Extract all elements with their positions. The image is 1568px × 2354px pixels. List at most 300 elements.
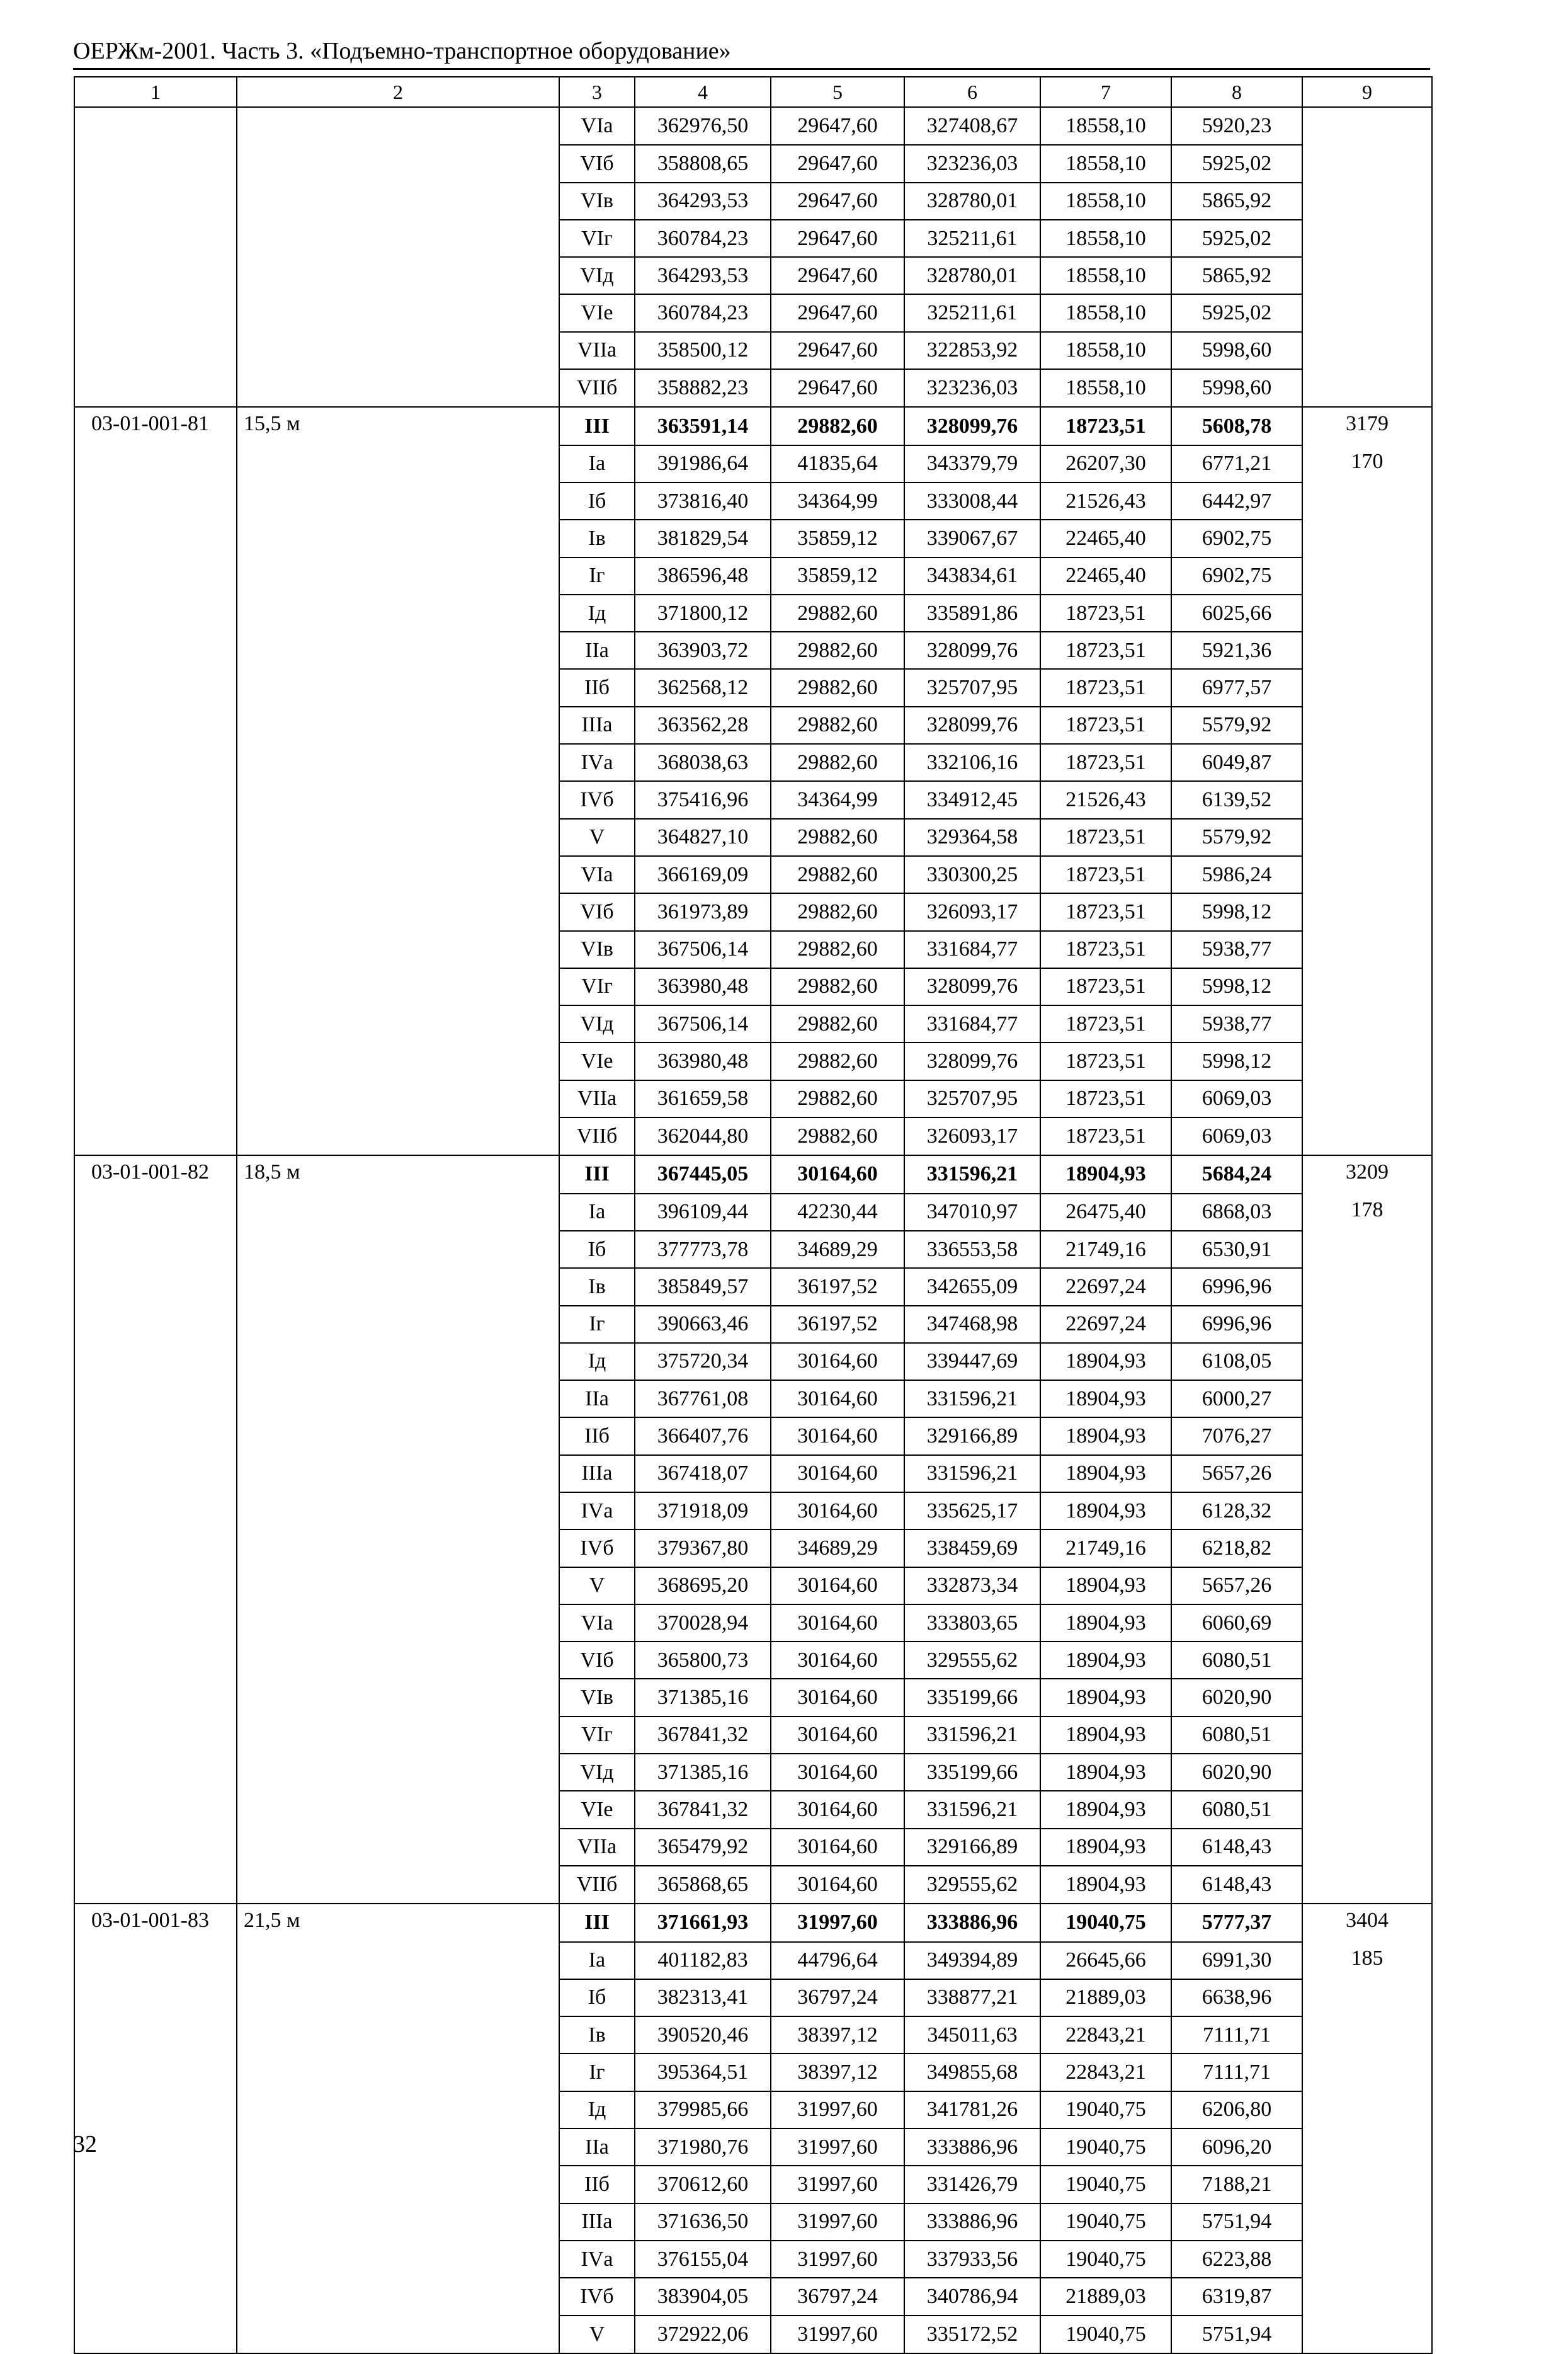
value-cell: 31997,60 xyxy=(771,2166,904,2203)
value-cell: 18723,51 xyxy=(1040,893,1171,930)
value-cell: 6902,75 xyxy=(1171,557,1302,595)
table-row xyxy=(74,1306,1432,1343)
rate-code-cell xyxy=(74,632,237,669)
rate-name-cell xyxy=(237,1268,559,1305)
value-cell: 372922,06 xyxy=(635,2316,771,2353)
value-cell: 328099,76 xyxy=(904,407,1040,445)
value-cell: 18558,10 xyxy=(1040,294,1171,331)
value-cell: 6996,96 xyxy=(1171,1268,1302,1305)
value-cell: 363903,72 xyxy=(635,632,771,669)
table-row xyxy=(74,1791,1432,1828)
value-cell: 18723,51 xyxy=(1040,1080,1171,1117)
col9-cell xyxy=(1302,1754,1432,1791)
col9-cell xyxy=(1302,2278,1432,2315)
zone-cell: VIа xyxy=(559,1604,635,1642)
value-cell: 6218,82 xyxy=(1171,1529,1302,1567)
table-row xyxy=(74,1942,1432,1979)
value-cell: 19040,75 xyxy=(1040,2091,1171,2128)
rate-name-cell xyxy=(237,669,559,706)
zone-cell: VIд xyxy=(559,257,635,294)
value-cell: 7076,27 xyxy=(1171,1417,1302,1454)
value-cell: 6996,96 xyxy=(1171,1306,1302,1343)
value-cell: 30164,60 xyxy=(771,1343,904,1380)
value-cell: 6771,21 xyxy=(1171,445,1302,483)
table-row xyxy=(74,1380,1432,1417)
value-cell: 42230,44 xyxy=(771,1194,904,1231)
zone-cell: Iд xyxy=(559,595,635,632)
value-cell: 5998,60 xyxy=(1171,332,1302,369)
rate-name-cell xyxy=(237,2054,559,2091)
table-row xyxy=(74,1417,1432,1454)
value-cell: 363562,28 xyxy=(635,707,771,744)
value-cell: 5925,02 xyxy=(1171,145,1302,182)
zone-cell: Iб xyxy=(559,1231,635,1268)
rate-code-cell xyxy=(74,1942,237,1979)
value-cell: 29882,60 xyxy=(771,1005,904,1043)
table-row xyxy=(74,893,1432,930)
table-row xyxy=(74,1231,1432,1268)
zone-cell: Iг xyxy=(559,2054,635,2091)
table-row xyxy=(74,220,1432,257)
rate-name-cell xyxy=(237,632,559,669)
value-cell: 375416,96 xyxy=(635,781,771,818)
zone-cell: V xyxy=(559,2316,635,2353)
value-cell: 329555,62 xyxy=(904,1642,1040,1679)
value-cell: 5938,77 xyxy=(1171,931,1302,968)
value-cell: 21749,16 xyxy=(1040,1529,1171,1567)
col9-cell xyxy=(1302,669,1432,706)
rate-code-cell xyxy=(74,107,237,145)
table-row xyxy=(74,2054,1432,2091)
value-cell: 362976,50 xyxy=(635,107,771,145)
value-cell: 385849,57 xyxy=(635,1268,771,1305)
value-cell: 367841,32 xyxy=(635,1717,771,1754)
value-cell: 371636,50 xyxy=(635,2203,771,2241)
rate-code-cell xyxy=(74,2128,237,2166)
value-cell: 375720,34 xyxy=(635,1343,771,1380)
value-cell: 18904,93 xyxy=(1040,1380,1171,1417)
col9-cell xyxy=(1302,1529,1432,1567)
rate-name-cell xyxy=(237,445,559,483)
rate-name-cell xyxy=(237,483,559,520)
rate-code-cell xyxy=(74,595,237,632)
value-cell: 29882,60 xyxy=(771,819,904,856)
value-cell: 31997,60 xyxy=(771,2203,904,2241)
rate-name-cell xyxy=(237,1306,559,1343)
value-cell: 328780,01 xyxy=(904,257,1040,294)
value-cell: 335199,66 xyxy=(904,1679,1040,1716)
value-cell: 366407,76 xyxy=(635,1417,771,1454)
col9-cell xyxy=(1302,520,1432,557)
rate-name-cell: 15,5 м xyxy=(237,407,559,445)
value-cell: 383904,05 xyxy=(635,2278,771,2315)
zone-cell: V xyxy=(559,1567,635,1604)
zone-cell: V xyxy=(559,819,635,856)
rate-name-cell xyxy=(237,1679,559,1716)
price-table xyxy=(74,76,1431,2354)
table-row xyxy=(74,2241,1432,2278)
col9-cell xyxy=(1302,2091,1432,2128)
zone-cell: VIа xyxy=(559,856,635,893)
value-cell: 5777,37 xyxy=(1171,1904,1302,1941)
table-row xyxy=(74,483,1432,520)
value-cell: 336553,58 xyxy=(904,1231,1040,1268)
value-cell: 343834,61 xyxy=(904,557,1040,595)
value-cell: 331596,21 xyxy=(904,1455,1040,1492)
rate-name-cell xyxy=(237,1979,559,2016)
value-cell: 6128,32 xyxy=(1171,1492,1302,1529)
value-cell: 30164,60 xyxy=(771,1604,904,1642)
value-cell: 335625,17 xyxy=(904,1492,1040,1529)
value-cell: 5579,92 xyxy=(1171,707,1302,744)
value-cell: 30164,60 xyxy=(771,1829,904,1866)
value-cell: 335891,86 xyxy=(904,595,1040,632)
value-cell: 379985,66 xyxy=(635,2091,771,2128)
column-number: 3 xyxy=(559,77,635,107)
value-cell: 29882,60 xyxy=(771,1043,904,1080)
value-cell: 340786,94 xyxy=(904,2278,1040,2315)
zone-cell: VIе xyxy=(559,1791,635,1828)
value-cell: 31997,60 xyxy=(771,2128,904,2166)
col9-cell: 178 xyxy=(1302,1194,1432,1231)
value-cell: 331596,21 xyxy=(904,1155,1040,1193)
table-row xyxy=(74,1343,1432,1380)
value-cell: 22697,24 xyxy=(1040,1306,1171,1343)
value-cell: 26475,40 xyxy=(1040,1194,1171,1231)
zone-cell: VIг xyxy=(559,220,635,257)
rate-code-cell xyxy=(74,1642,237,1679)
value-cell: 343379,79 xyxy=(904,445,1040,483)
zone-cell: IIIа xyxy=(559,1455,635,1492)
table-row xyxy=(74,557,1432,595)
value-cell: 18904,93 xyxy=(1040,1866,1171,1904)
table-row xyxy=(74,369,1432,407)
rate-code-cell xyxy=(74,1455,237,1492)
rate-code-cell xyxy=(74,1866,237,1904)
value-cell: 364293,53 xyxy=(635,257,771,294)
rate-code-cell xyxy=(74,445,237,483)
rate-name-cell xyxy=(237,1604,559,1642)
zone-cell: VIб xyxy=(559,145,635,182)
rate-name-cell xyxy=(237,1080,559,1117)
value-cell: 334912,45 xyxy=(904,781,1040,818)
value-cell: 323236,03 xyxy=(904,145,1040,182)
col9-cell xyxy=(1302,632,1432,669)
rate-code-cell xyxy=(74,2316,237,2353)
rate-code-cell xyxy=(74,1343,237,1380)
value-cell: 18723,51 xyxy=(1040,856,1171,893)
col9-cell: 170 xyxy=(1302,445,1432,483)
table-row xyxy=(74,2203,1432,2241)
value-cell: 329555,62 xyxy=(904,1866,1040,1904)
zone-cell: VIе xyxy=(559,294,635,331)
value-cell: 29882,60 xyxy=(771,1080,904,1117)
col9-cell: 3404 xyxy=(1302,1904,1432,1941)
zone-cell: IIб xyxy=(559,2166,635,2203)
value-cell: 362568,12 xyxy=(635,669,771,706)
zone-cell: VIг xyxy=(559,968,635,1005)
col9-cell xyxy=(1302,744,1432,781)
value-cell: 18904,93 xyxy=(1040,1455,1171,1492)
value-cell: 331596,21 xyxy=(904,1380,1040,1417)
value-cell: 333803,65 xyxy=(904,1604,1040,1642)
rate-code-cell xyxy=(74,1829,237,1866)
rate-code-cell: 03-01-001-83 xyxy=(74,1904,237,1941)
value-cell: 332106,16 xyxy=(904,744,1040,781)
value-cell: 349394,89 xyxy=(904,1942,1040,1979)
column-number: 7 xyxy=(1040,77,1171,107)
zone-cell: VIб xyxy=(559,893,635,930)
value-cell: 44796,64 xyxy=(771,1942,904,1979)
rate-name-cell xyxy=(237,145,559,182)
table-row xyxy=(74,1979,1432,2016)
col9-cell xyxy=(1302,856,1432,893)
value-cell: 29647,60 xyxy=(771,257,904,294)
zone-cell: IVа xyxy=(559,2241,635,2278)
value-cell: 18723,51 xyxy=(1040,1005,1171,1043)
col9-cell xyxy=(1302,1791,1432,1828)
value-cell: 18558,10 xyxy=(1040,183,1171,220)
value-cell: 6868,03 xyxy=(1171,1194,1302,1231)
col9-cell: 185 xyxy=(1302,1942,1432,1979)
rate-code-cell xyxy=(74,931,237,968)
rate-name-cell xyxy=(237,2128,559,2166)
value-cell: 370028,94 xyxy=(635,1604,771,1642)
col9-cell xyxy=(1302,1492,1432,1529)
col9-cell xyxy=(1302,1306,1432,1343)
value-cell: 6442,97 xyxy=(1171,483,1302,520)
value-cell: 30164,60 xyxy=(771,1717,904,1754)
table-row xyxy=(74,669,1432,706)
value-cell: 379367,80 xyxy=(635,1529,771,1567)
zone-cell: Iд xyxy=(559,1343,635,1380)
value-cell: 29882,60 xyxy=(771,856,904,893)
zone-cell: VIIа xyxy=(559,1080,635,1117)
value-cell: 376155,04 xyxy=(635,2241,771,2278)
zone-cell: Iб xyxy=(559,483,635,520)
table-row xyxy=(74,1268,1432,1305)
value-cell: 6096,20 xyxy=(1171,2128,1302,2166)
col9-cell xyxy=(1302,1043,1432,1080)
column-number: 2 xyxy=(237,77,559,107)
value-cell: 18904,93 xyxy=(1040,1417,1171,1454)
col9-cell xyxy=(1302,1080,1432,1117)
col9-cell xyxy=(1302,595,1432,632)
rate-name-cell xyxy=(237,1529,559,1567)
zone-cell: III xyxy=(559,1155,635,1193)
value-cell: 30164,60 xyxy=(771,1567,904,1604)
value-cell: 377773,78 xyxy=(635,1231,771,1268)
value-cell: 18904,93 xyxy=(1040,1155,1171,1193)
rate-code-cell xyxy=(74,294,237,331)
table-row xyxy=(74,1717,1432,1754)
zone-cell: Iв xyxy=(559,1268,635,1305)
value-cell: 6206,80 xyxy=(1171,2091,1302,2128)
value-cell: 329364,58 xyxy=(904,819,1040,856)
table-row xyxy=(74,2166,1432,2203)
zone-cell: IVб xyxy=(559,2278,635,2315)
rate-name-cell xyxy=(237,1866,559,1904)
value-cell: 19040,75 xyxy=(1040,2241,1171,2278)
rate-code-cell xyxy=(74,669,237,706)
value-cell: 368695,20 xyxy=(635,1567,771,1604)
rate-code-cell xyxy=(74,2278,237,2315)
value-cell: 19040,75 xyxy=(1040,2128,1171,2166)
rate-code-cell xyxy=(74,220,237,257)
value-cell: 6080,51 xyxy=(1171,1642,1302,1679)
value-cell: 371918,09 xyxy=(635,1492,771,1529)
value-cell: 368038,63 xyxy=(635,744,771,781)
table-row xyxy=(74,1754,1432,1791)
zone-cell: Iг xyxy=(559,557,635,595)
value-cell: 26645,66 xyxy=(1040,1942,1171,1979)
value-cell: 6148,43 xyxy=(1171,1829,1302,1866)
value-cell: 29882,60 xyxy=(771,407,904,445)
value-cell: 390663,46 xyxy=(635,1306,771,1343)
value-cell: 18904,93 xyxy=(1040,1829,1171,1866)
table-row xyxy=(74,1529,1432,1567)
rate-name-cell xyxy=(237,294,559,331)
col9-cell xyxy=(1302,1829,1432,1866)
value-cell: 5925,02 xyxy=(1171,220,1302,257)
rate-name-cell xyxy=(237,1343,559,1380)
table-row xyxy=(74,2278,1432,2315)
rate-code-cell xyxy=(74,520,237,557)
value-cell: 347468,98 xyxy=(904,1306,1040,1343)
value-cell: 335172,52 xyxy=(904,2316,1040,2353)
table-row xyxy=(74,1080,1432,1117)
rate-name-cell xyxy=(237,2203,559,2241)
value-cell: 391986,64 xyxy=(635,445,771,483)
value-cell: 365479,92 xyxy=(635,1829,771,1866)
col9-cell xyxy=(1302,483,1432,520)
value-cell: 5865,92 xyxy=(1171,257,1302,294)
value-cell: 5925,02 xyxy=(1171,294,1302,331)
rate-code-cell: 03-01-001-82 xyxy=(74,1155,237,1193)
table-row xyxy=(74,2016,1432,2054)
value-cell: 29647,60 xyxy=(771,332,904,369)
zone-cell: IIа xyxy=(559,1380,635,1417)
table-row xyxy=(74,2128,1432,2166)
zone-cell: Iб xyxy=(559,1979,635,2016)
rate-code-cell xyxy=(74,2091,237,2128)
value-cell: 18723,51 xyxy=(1040,1043,1171,1080)
value-cell: 326093,17 xyxy=(904,1117,1040,1155)
rate-code-cell xyxy=(74,707,237,744)
rate-code-cell xyxy=(74,1117,237,1155)
zone-cell: VIIб xyxy=(559,1866,635,1904)
value-cell: 35859,12 xyxy=(771,520,904,557)
value-cell: 401182,83 xyxy=(635,1942,771,1979)
col9-cell xyxy=(1302,1005,1432,1043)
value-cell: 18904,93 xyxy=(1040,1679,1171,1716)
rate-name-cell xyxy=(237,707,559,744)
value-cell: 18723,51 xyxy=(1040,669,1171,706)
col9-cell xyxy=(1302,931,1432,968)
value-cell: 29647,60 xyxy=(771,294,904,331)
value-cell: 29882,60 xyxy=(771,893,904,930)
column-number: 4 xyxy=(635,77,771,107)
column-number-row xyxy=(74,77,1432,107)
value-cell: 361973,89 xyxy=(635,893,771,930)
value-cell: 5921,36 xyxy=(1171,632,1302,669)
rate-code-cell xyxy=(74,1306,237,1343)
rate-code-cell xyxy=(74,1043,237,1080)
value-cell: 18904,93 xyxy=(1040,1492,1171,1529)
value-cell: 363980,48 xyxy=(635,968,771,1005)
value-cell: 6080,51 xyxy=(1171,1791,1302,1828)
value-cell: 331684,77 xyxy=(904,1005,1040,1043)
column-number: 5 xyxy=(771,77,904,107)
value-cell: 6020,90 xyxy=(1171,1754,1302,1791)
value-cell: 325707,95 xyxy=(904,1080,1040,1117)
table-row xyxy=(74,1155,1432,1193)
value-cell: 36197,52 xyxy=(771,1306,904,1343)
value-cell: 333886,96 xyxy=(904,2203,1040,2241)
table-row xyxy=(74,1679,1432,1716)
value-cell: 29882,60 xyxy=(771,595,904,632)
value-cell: 6020,90 xyxy=(1171,1679,1302,1716)
value-cell: 370612,60 xyxy=(635,2166,771,2203)
zone-cell: VIа xyxy=(559,107,635,145)
zone-cell: Iа xyxy=(559,1942,635,1979)
value-cell: 367418,07 xyxy=(635,1455,771,1492)
zone-cell: VIIб xyxy=(559,1117,635,1155)
rate-name-cell xyxy=(237,1194,559,1231)
table-row xyxy=(74,1829,1432,1866)
table-row xyxy=(74,1194,1432,1231)
value-cell: 36197,52 xyxy=(771,1268,904,1305)
value-cell: 21889,03 xyxy=(1040,2278,1171,2315)
table-row xyxy=(74,1455,1432,1492)
rate-name-cell xyxy=(237,1717,559,1754)
value-cell: 18904,93 xyxy=(1040,1343,1171,1380)
rate-name-cell xyxy=(237,220,559,257)
value-cell: 328780,01 xyxy=(904,183,1040,220)
rate-code-cell xyxy=(74,1754,237,1791)
col9-cell xyxy=(1302,1417,1432,1454)
rate-name-cell xyxy=(237,1005,559,1043)
table-row xyxy=(74,2091,1432,2128)
page-header: ОЕРЖм-2001. Часть 3. «Подъемно-транспортное оборудование» xyxy=(73,37,1430,70)
table-row xyxy=(74,1043,1432,1080)
value-cell: 360784,23 xyxy=(635,220,771,257)
value-cell: 335199,66 xyxy=(904,1754,1040,1791)
value-cell: 31997,60 xyxy=(771,2316,904,2353)
value-cell: 338459,69 xyxy=(904,1529,1040,1567)
rate-code-cell xyxy=(74,819,237,856)
value-cell: 328099,76 xyxy=(904,1043,1040,1080)
value-cell: 35859,12 xyxy=(771,557,904,595)
table-row xyxy=(74,1117,1432,1155)
value-cell: 22843,21 xyxy=(1040,2054,1171,2091)
value-cell: 325211,61 xyxy=(904,294,1040,331)
col9-cell xyxy=(1302,819,1432,856)
value-cell: 5986,24 xyxy=(1171,856,1302,893)
value-cell: 326093,17 xyxy=(904,893,1040,930)
rate-name-cell xyxy=(237,2091,559,2128)
rate-name-cell xyxy=(237,257,559,294)
rate-code-cell xyxy=(74,1005,237,1043)
rate-name-cell xyxy=(237,183,559,220)
rate-code-cell xyxy=(74,257,237,294)
table-row xyxy=(74,1866,1432,1904)
value-cell: 5657,26 xyxy=(1171,1455,1302,1492)
value-cell: 31997,60 xyxy=(771,1904,904,1941)
table-row xyxy=(74,1604,1432,1642)
value-cell: 333886,96 xyxy=(904,1904,1040,1941)
rate-code-cell xyxy=(74,1567,237,1604)
